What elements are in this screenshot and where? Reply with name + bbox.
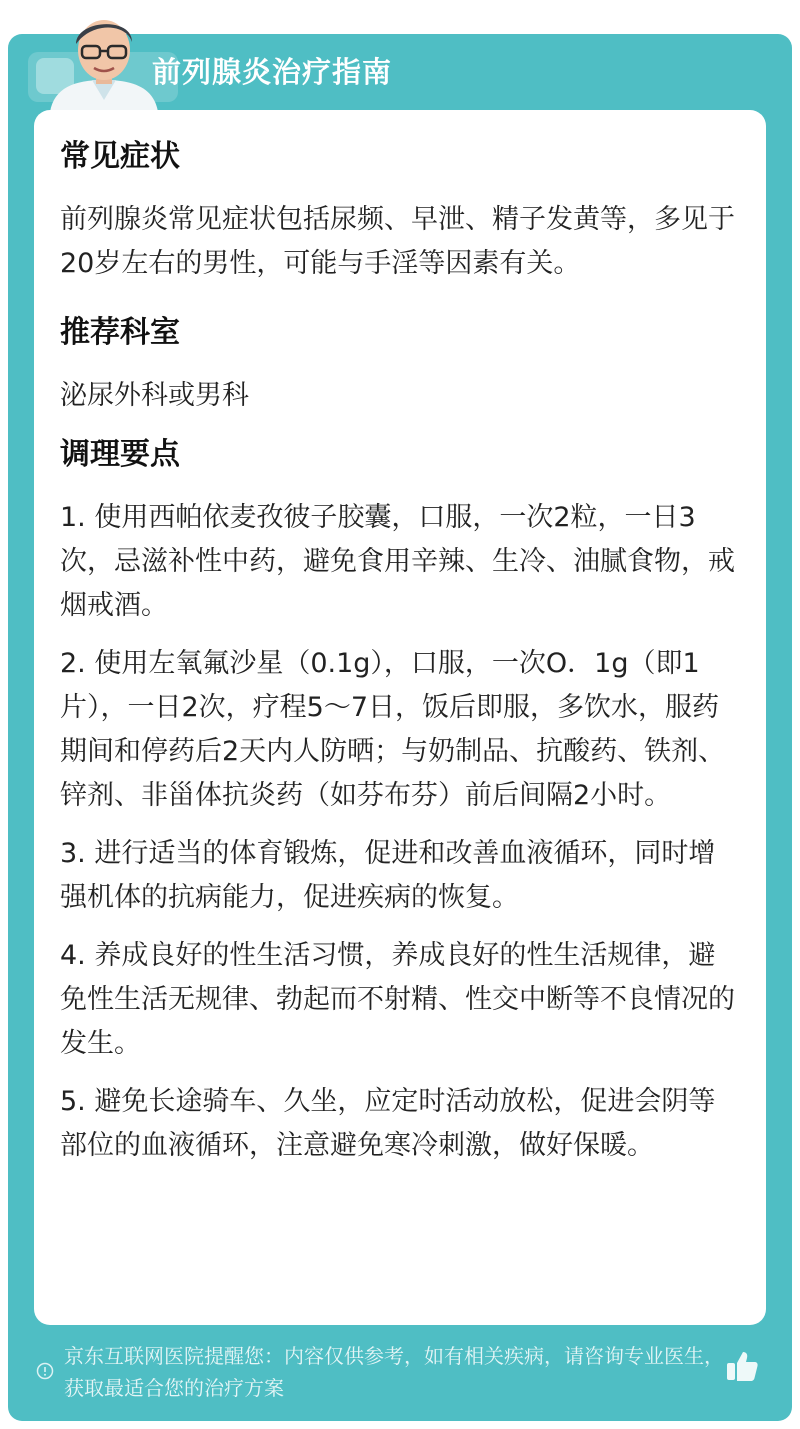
care-item-3: 3. 进行适当的体育锻炼，促进和改善血液循环，同时增强机体的抗病能力，促进疾病的恢复。 [60,838,716,913]
care-item-5: 5. 避免长途骑车、久坐，应定时活动放松，促进会阴等部位的血液循环，注意避免寒冷刺激，做好保暖。 [60,1086,716,1161]
care-item-2: 2. 使用左氧氟沙星（0.1g），口服，一次O．1g（即1片），一日2次，疗程5～7日，饭后即服，多饮水，服药期间和停药后2天内人防晒；与奶制品、抗酸药、铁剂、锌剂、非甾体抗炎药（如芬布芬）前后间隔2小时。 [60,648,726,811]
card-content [60,134,740,1168]
care-item-1: 1. 使用西帕依麦孜彼子胶囊，口服，一次2粒，一日3次，忌滋补性中药，避免食用辛辣、生冷、油腻食物，戒烟戒酒。 [60,502,735,621]
care-title: 调理要点 [60,437,180,472]
content-card [34,110,766,1325]
thumbs-up-icon[interactable] [724,1348,760,1384]
symptoms-title: 常见症状 [60,139,180,174]
symptoms-text: 前列腺炎常见症状包括尿频、早泄、精子发黄等，多见于20岁左右的男性，可能与手淫等因素有关。 [60,204,735,279]
page-title: 前列腺炎治疗指南 [152,55,393,89]
info-icon [36,1362,54,1380]
department-title: 推荐科室 [60,315,180,350]
doctor-avatar [44,8,164,112]
footer [36,1340,736,1404]
department-text: 泌尿外科或男科 [60,380,249,411]
disclaimer-text: 京东互联网医院提醒您：内容仅供参考，如有相关疾病，请咨询专业医生，获取最适合您的治疗方案 [64,1344,724,1400]
care-item-4: 4. 养成良好的性生活习惯，养成良好的性生活规律，避免性生活无规律、勃起而不射精、性交中断等不良情况的发生。 [60,940,735,1059]
